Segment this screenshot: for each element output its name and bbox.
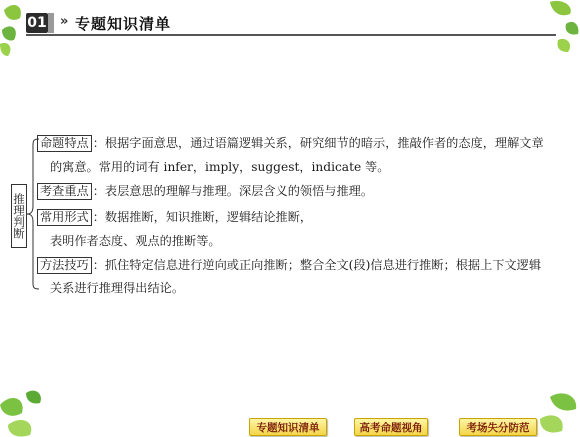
section-number-badge: 01 <box>27 15 47 31</box>
tag-label: 考查重点 <box>37 183 92 200</box>
item-continuation: 关系进行推理得出结论。 <box>50 281 185 295</box>
item-continuation: 表明作者态度、观点的推断等。 <box>50 234 221 248</box>
item-methods-techniques <box>37 256 541 274</box>
item-text: ：抓住特定信息进行逆向或正向推断；整合全文(段)信息进行推断；根据上下文逻辑 <box>92 258 542 272</box>
section-title: 专题知识清单 <box>75 15 172 33</box>
corner-leaves-bottom-right-icon <box>530 385 580 437</box>
header-divider <box>26 34 556 36</box>
knowledge-outline <box>10 132 570 300</box>
item-proposition-features <box>37 134 544 152</box>
tag-label: 方法技巧 <box>37 257 92 274</box>
item-text: ：数据推断，知识推断，逻辑结论推断， <box>92 210 313 224</box>
nav-button-exam-perspective[interactable]: 高考命题视角 <box>354 418 428 436</box>
tag-label: 常用形式 <box>37 209 92 226</box>
item-common-forms <box>37 208 312 226</box>
topic-label: 推理判断 <box>11 184 27 248</box>
nav-button-error-prevention[interactable]: 考场失分防范 <box>459 418 537 436</box>
item-text: ：表层意思的理解与推理。深层含义的领悟与推理。 <box>92 184 374 198</box>
double-arrow-icon: » <box>60 14 69 29</box>
corner-leaves-bottom-left-icon <box>0 385 50 437</box>
item-text: ：根据字面意思，通过语篇逻辑关系，研究细节的暗示，推敲作者的态度，理解文章 <box>92 136 544 150</box>
item-exam-focus <box>37 182 373 200</box>
tag-label: 命题特点 <box>37 135 92 152</box>
item-continuation: 的寓意。常用的词有 infer，imply，suggest，indicate 等。 <box>50 160 390 174</box>
nav-button-knowledge-list[interactable]: 专题知识清单 <box>249 418 327 436</box>
section-header <box>26 13 556 35</box>
